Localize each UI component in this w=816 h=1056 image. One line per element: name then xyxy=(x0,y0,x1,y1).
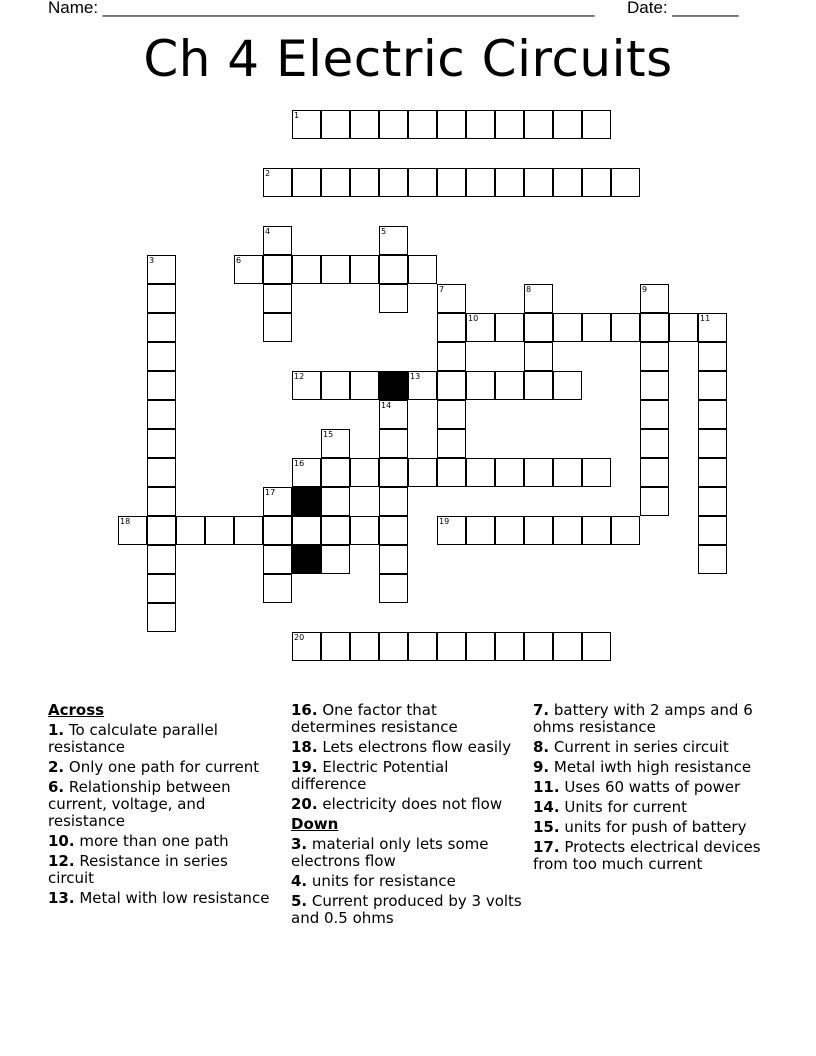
clue-item xyxy=(291,702,523,736)
grid-cell[interactable] xyxy=(698,400,727,429)
grid-cell[interactable] xyxy=(495,313,524,342)
grid-cell[interactable] xyxy=(640,371,669,400)
clue-item-number: 6. xyxy=(48,778,65,796)
clue-item-text: Current produced by 3 volts and 0.5 ohms xyxy=(291,892,522,927)
grid-cell[interactable] xyxy=(118,516,147,545)
grid-cell[interactable] xyxy=(582,313,611,342)
grid-cell[interactable] xyxy=(437,371,466,400)
grid-cell[interactable] xyxy=(524,342,553,371)
grid-cell[interactable] xyxy=(350,255,379,284)
clue-item-number: 11. xyxy=(533,778,560,796)
grid-cell[interactable] xyxy=(292,516,321,545)
clue-item-text: Uses 60 watts of power xyxy=(559,778,741,796)
clue-item-text: One factor that determines resistance xyxy=(291,701,458,736)
grid-cell[interactable] xyxy=(147,284,176,313)
grid-cell[interactable] xyxy=(147,603,176,632)
clue-item-number: 16. xyxy=(291,701,318,719)
clue-item-number: 12. xyxy=(48,852,75,870)
grid-cell[interactable] xyxy=(147,516,176,545)
clue-item xyxy=(48,779,270,830)
page-title: Ch 4 Electric Circuits xyxy=(143,30,673,88)
grid-cell[interactable] xyxy=(408,458,437,487)
clue-number: 6 xyxy=(236,256,242,265)
grid-cell[interactable] xyxy=(379,429,408,458)
grid-cell[interactable] xyxy=(698,429,727,458)
clue-number: 1 xyxy=(294,111,300,120)
grid-cell[interactable] xyxy=(437,632,466,661)
grid-cell[interactable] xyxy=(147,574,176,603)
clue-item xyxy=(533,702,773,736)
grid-cell[interactable] xyxy=(147,545,176,574)
grid-cell[interactable] xyxy=(147,313,176,342)
clue-item xyxy=(291,796,523,813)
clue-number: 8 xyxy=(526,285,532,294)
grid-cell[interactable] xyxy=(582,516,611,545)
grid-cell[interactable] xyxy=(379,632,408,661)
grid-cell[interactable] xyxy=(147,458,176,487)
grid-cell[interactable] xyxy=(466,168,495,197)
grid-cell[interactable] xyxy=(466,313,495,342)
down-heading: Down xyxy=(291,815,339,833)
grid-cell[interactable] xyxy=(640,429,669,458)
grid-cell[interactable] xyxy=(466,371,495,400)
clue-item xyxy=(291,836,523,870)
clue-item xyxy=(533,779,773,796)
clue-item xyxy=(48,890,270,907)
grid-cell[interactable] xyxy=(524,458,553,487)
grid-cell[interactable] xyxy=(437,110,466,139)
grid-cell[interactable] xyxy=(292,255,321,284)
grid-cell[interactable] xyxy=(611,168,640,197)
grid-cell[interactable] xyxy=(553,632,582,661)
clue-item xyxy=(533,819,773,836)
clue-number: 7 xyxy=(439,285,445,294)
clue-item xyxy=(533,839,773,873)
grid-cell[interactable] xyxy=(698,516,727,545)
clue-item-text: battery with 2 amps and 6 ohms resistance xyxy=(533,701,753,736)
clue-item xyxy=(291,873,523,890)
grid-cell[interactable] xyxy=(582,168,611,197)
clue-item-number: 13. xyxy=(48,889,75,907)
grid-cell[interactable] xyxy=(379,400,408,429)
grid-cell[interactable] xyxy=(234,255,263,284)
grid-cell[interactable] xyxy=(553,313,582,342)
grid-cell[interactable] xyxy=(205,516,234,545)
grid-cell[interactable] xyxy=(640,400,669,429)
name-field-label: Name: ____________________________________________________ xyxy=(48,0,595,17)
clue-item-number: 20. xyxy=(291,795,318,813)
clue-item xyxy=(291,893,523,927)
grid-block-cell xyxy=(292,487,321,516)
grid-cell[interactable] xyxy=(553,371,582,400)
grid-cell[interactable] xyxy=(263,545,292,574)
clue-item-text: material only lets some electrons flow xyxy=(291,835,489,870)
grid-cell[interactable] xyxy=(553,110,582,139)
grid-cell[interactable] xyxy=(582,110,611,139)
clue-item-number: 17. xyxy=(533,838,560,856)
grid-cell[interactable] xyxy=(640,458,669,487)
grid-cell[interactable] xyxy=(524,313,553,342)
clue-number: 4 xyxy=(265,227,271,236)
clue-item-text: Metal with low resistance xyxy=(74,889,270,907)
grid-cell[interactable] xyxy=(321,371,350,400)
clue-item-number: 7. xyxy=(533,701,550,719)
grid-cell[interactable] xyxy=(321,516,350,545)
grid-cell[interactable] xyxy=(437,342,466,371)
clue-item xyxy=(291,739,523,756)
clue-number: 11 xyxy=(700,314,711,323)
grid-cell[interactable] xyxy=(147,487,176,516)
clue-item xyxy=(48,722,270,756)
grid-cell[interactable] xyxy=(437,429,466,458)
grid-cell[interactable] xyxy=(495,110,524,139)
grid-cell[interactable] xyxy=(524,516,553,545)
grid-cell[interactable] xyxy=(321,429,350,458)
grid-cell[interactable] xyxy=(147,400,176,429)
clue-column-1 xyxy=(48,702,270,910)
grid-cell[interactable] xyxy=(495,168,524,197)
clue-item-number: 15. xyxy=(533,818,560,836)
grid-cell[interactable] xyxy=(466,110,495,139)
grid-cell[interactable] xyxy=(698,371,727,400)
clue-item-text: Current in series circuit xyxy=(549,738,729,756)
grid-cell[interactable] xyxy=(292,168,321,197)
clue-column-2 xyxy=(291,702,523,930)
grid-cell[interactable] xyxy=(292,371,321,400)
clue-number: 20 xyxy=(294,633,305,642)
grid-cell[interactable] xyxy=(698,342,727,371)
clue-number: 16 xyxy=(294,459,305,468)
grid-cell[interactable] xyxy=(698,458,727,487)
grid-cell[interactable] xyxy=(263,574,292,603)
clue-item-number: 5. xyxy=(291,892,308,910)
grid-cell[interactable] xyxy=(553,458,582,487)
grid-cell[interactable] xyxy=(437,516,466,545)
clue-item-text: Only one path for current xyxy=(64,758,260,776)
grid-cell[interactable] xyxy=(437,284,466,313)
clue-number: 14 xyxy=(381,401,392,410)
grid-cell[interactable] xyxy=(379,516,408,545)
grid-cell[interactable] xyxy=(495,371,524,400)
grid-block-cell xyxy=(292,545,321,574)
grid-cell[interactable] xyxy=(379,226,408,255)
clue-item xyxy=(533,739,773,756)
clue-number: 9 xyxy=(642,285,648,294)
grid-cell[interactable] xyxy=(379,487,408,516)
grid-cell[interactable] xyxy=(408,168,437,197)
grid-cell[interactable] xyxy=(379,284,408,313)
clue-item-text: units for push of battery xyxy=(559,818,747,836)
grid-cell[interactable] xyxy=(176,516,205,545)
grid-cell[interactable] xyxy=(379,168,408,197)
grid-cell[interactable] xyxy=(640,487,669,516)
clue-item-text: Electric Potential difference xyxy=(291,758,449,793)
clue-item-number: 18. xyxy=(291,738,318,756)
clue-item-text: Metal iwth high resistance xyxy=(549,758,752,776)
grid-cell[interactable] xyxy=(147,371,176,400)
grid-cell[interactable] xyxy=(263,516,292,545)
grid-cell[interactable] xyxy=(321,255,350,284)
grid-cell[interactable] xyxy=(698,313,727,342)
grid-cell[interactable] xyxy=(350,371,379,400)
grid-cell[interactable] xyxy=(611,313,640,342)
clue-item xyxy=(48,759,270,776)
grid-cell[interactable] xyxy=(495,516,524,545)
grid-cell[interactable] xyxy=(524,284,553,313)
clue-item-number: 9. xyxy=(533,758,550,776)
grid-cell[interactable] xyxy=(292,632,321,661)
grid-cell[interactable] xyxy=(495,458,524,487)
clue-item-number: 14. xyxy=(533,798,560,816)
clue-item-text: Units for current xyxy=(559,798,687,816)
clue-number: 18 xyxy=(120,517,131,526)
clue-item-text: To calculate parallel resistance xyxy=(48,721,218,756)
clue-item-number: 8. xyxy=(533,738,550,756)
grid-cell[interactable] xyxy=(524,632,553,661)
clue-item xyxy=(291,759,523,793)
grid-cell[interactable] xyxy=(379,574,408,603)
grid-cell[interactable] xyxy=(350,632,379,661)
grid-cell[interactable] xyxy=(611,516,640,545)
grid-cell[interactable] xyxy=(350,110,379,139)
clue-item-number: 19. xyxy=(291,758,318,776)
grid-cell[interactable] xyxy=(408,371,437,400)
grid-cell[interactable] xyxy=(698,487,727,516)
clue-column-3 xyxy=(533,702,773,876)
clue-number: 2 xyxy=(265,169,271,178)
clue-item-number: 2. xyxy=(48,758,65,776)
grid-cell[interactable] xyxy=(379,458,408,487)
grid-cell[interactable] xyxy=(524,371,553,400)
clue-item xyxy=(48,833,270,850)
grid-cell[interactable] xyxy=(553,516,582,545)
grid-cell[interactable] xyxy=(524,110,553,139)
grid-cell[interactable] xyxy=(379,545,408,574)
clue-item-number: 3. xyxy=(291,835,308,853)
clue-number: 17 xyxy=(265,488,276,497)
grid-cell[interactable] xyxy=(437,313,466,342)
grid-cell[interactable] xyxy=(350,516,379,545)
clue-item-text: Relationship between current, voltage, and resistance xyxy=(48,778,231,830)
grid-cell[interactable] xyxy=(321,458,350,487)
clue-item xyxy=(48,853,270,887)
clue-item-text: units for resistance xyxy=(307,872,456,890)
clue-item-number: 10. xyxy=(48,832,75,850)
grid-cell[interactable] xyxy=(263,313,292,342)
clue-number: 10 xyxy=(468,314,479,323)
grid-cell[interactable] xyxy=(495,632,524,661)
grid-cell[interactable] xyxy=(147,429,176,458)
grid-cell[interactable] xyxy=(263,284,292,313)
clue-number: 19 xyxy=(439,517,450,526)
grid-cell[interactable] xyxy=(234,516,263,545)
grid-cell[interactable] xyxy=(640,342,669,371)
grid-cell[interactable] xyxy=(466,632,495,661)
grid-cell[interactable] xyxy=(263,255,292,284)
grid-cell[interactable] xyxy=(263,487,292,516)
grid-cell[interactable] xyxy=(640,284,669,313)
grid-cell[interactable] xyxy=(466,516,495,545)
clue-number: 5 xyxy=(381,227,387,236)
clue-item-text: Lets electrons flow easily xyxy=(317,738,512,756)
grid-cell[interactable] xyxy=(321,487,350,516)
clue-item xyxy=(533,799,773,816)
grid-cell[interactable] xyxy=(263,226,292,255)
grid-cell[interactable] xyxy=(147,342,176,371)
grid-cell[interactable] xyxy=(379,255,408,284)
grid-cell[interactable] xyxy=(379,110,408,139)
clue-item-text: electricity does not flow xyxy=(317,795,503,813)
grid-cell[interactable] xyxy=(553,168,582,197)
clue-item-number: 1. xyxy=(48,721,65,739)
grid-cell[interactable] xyxy=(408,632,437,661)
clue-number: 12 xyxy=(294,372,305,381)
clue-item xyxy=(533,759,773,776)
grid-cell[interactable] xyxy=(408,255,437,284)
grid-cell[interactable] xyxy=(292,458,321,487)
grid-block-cell xyxy=(379,371,408,400)
clue-number: 3 xyxy=(149,256,155,265)
across-heading: Across xyxy=(48,701,105,719)
grid-cell[interactable] xyxy=(147,255,176,284)
grid-cell[interactable] xyxy=(466,458,495,487)
grid-cell[interactable] xyxy=(350,458,379,487)
clue-item-text: Protects electrical devices from too much current xyxy=(533,838,761,873)
clue-item-text: Resistance in series circuit xyxy=(48,852,228,887)
grid-cell[interactable] xyxy=(263,168,292,197)
grid-cell[interactable] xyxy=(669,313,698,342)
grid-cell[interactable] xyxy=(640,313,669,342)
clue-item-number: 4. xyxy=(291,872,308,890)
grid-cell[interactable] xyxy=(408,110,437,139)
grid-cell[interactable] xyxy=(321,545,350,574)
grid-cell[interactable] xyxy=(582,632,611,661)
clue-item-text: more than one path xyxy=(74,832,229,850)
grid-cell[interactable] xyxy=(437,400,466,429)
grid-cell[interactable] xyxy=(582,458,611,487)
clue-number: 15 xyxy=(323,430,334,439)
grid-cell[interactable] xyxy=(321,168,350,197)
grid-cell[interactable] xyxy=(524,168,553,197)
clue-number: 13 xyxy=(410,372,421,381)
grid-cell[interactable] xyxy=(321,110,350,139)
grid-cell[interactable] xyxy=(292,110,321,139)
grid-cell[interactable] xyxy=(437,168,466,197)
grid-cell[interactable] xyxy=(350,168,379,197)
grid-cell[interactable] xyxy=(698,545,727,574)
grid-cell[interactable] xyxy=(437,458,466,487)
grid-cell[interactable] xyxy=(321,632,350,661)
date-field-label: Date: _______ xyxy=(627,0,739,17)
